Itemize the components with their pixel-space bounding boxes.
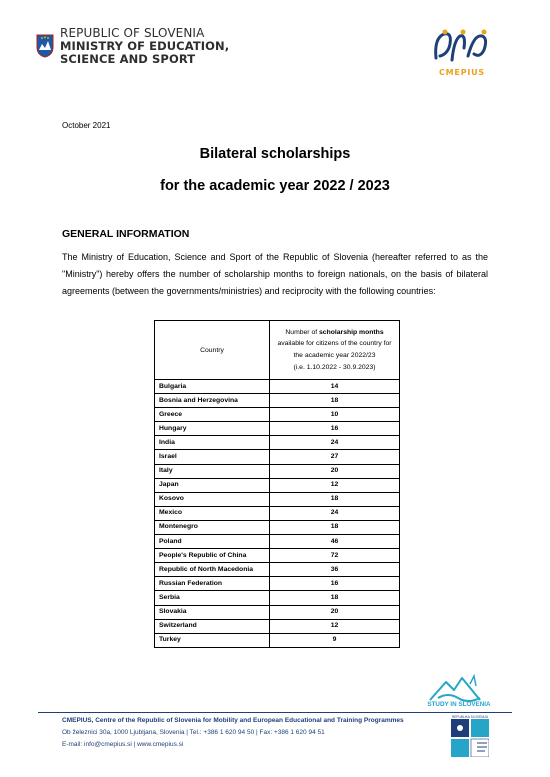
country-cell: Slovakia: [155, 605, 270, 619]
country-cell: Bosnia and Herzegovina: [155, 394, 270, 408]
eu-funding-logo-icon: [451, 719, 489, 757]
months-cell: 14: [270, 380, 400, 394]
cmepius-logo-text: CMEPIUS: [439, 68, 485, 77]
ministry-line-1: REPUBLIC OF SLOVENIA: [60, 26, 205, 40]
country-column-header: Country: [155, 321, 270, 380]
footer-address: Ob železnici 30a, 1000 Ljubljana, Slovenia | Tel.: +386 1 620 94 50 | Fax: +386 1 620 94 51: [62, 729, 325, 736]
months-header-emphasis: scholarship months: [319, 328, 384, 336]
months-cell: 18: [270, 591, 400, 605]
footer-divider: [38, 712, 512, 713]
months-header-text: available for citizens of the country for the academic year 2022/23: [277, 340, 392, 359]
table-row: [155, 563, 400, 577]
table-body: [155, 380, 400, 648]
table-row: [155, 408, 400, 422]
country-cell: Republic of North Macedonia: [155, 563, 270, 577]
document-date: October 2021: [62, 121, 111, 130]
table-header-row: [155, 321, 400, 380]
document-subtitle: for the academic year 2022 / 2023: [160, 178, 390, 194]
country-cell: Italy: [155, 464, 270, 478]
country-cell: Kosovo: [155, 492, 270, 506]
months-cell: 24: [270, 506, 400, 520]
table-row: [155, 619, 400, 633]
country-cell: Mexico: [155, 506, 270, 520]
table-row: [155, 478, 400, 492]
months-cell: 16: [270, 422, 400, 436]
section-heading: GENERAL INFORMATION: [62, 228, 190, 240]
country-cell: Russian Federation: [155, 577, 270, 591]
table-row: [155, 520, 400, 534]
table-row: [155, 591, 400, 605]
months-cell: 27: [270, 450, 400, 464]
months-cell: 20: [270, 605, 400, 619]
footer-contact: E-mail: info@cmepius.si | www.cmepius.si: [62, 741, 184, 748]
months-cell: 9: [270, 633, 400, 647]
months-header-dates: (i.e. 1.10.2022 - 30.9.2023): [293, 363, 376, 371]
table-row: [155, 577, 400, 591]
country-cell: Israel: [155, 450, 270, 464]
months-cell: 10: [270, 408, 400, 422]
table-row: [155, 506, 400, 520]
months-header-prefix: Number of: [285, 328, 320, 336]
country-cell: Turkey: [155, 633, 270, 647]
months-cell: 72: [270, 549, 400, 563]
table-row: [155, 633, 400, 647]
months-cell: 18: [270, 394, 400, 408]
country-cell: Bulgaria: [155, 380, 270, 394]
table-row: [155, 605, 400, 619]
ministry-name: [60, 27, 260, 66]
table-row: [155, 436, 400, 450]
country-cell: Switzerland: [155, 619, 270, 633]
study-in-slovenia-logo-text: STUDY IN SLOVENIA: [427, 701, 491, 708]
months-cell: 12: [270, 478, 400, 492]
country-cell: India: [155, 436, 270, 450]
scholarship-table: [154, 320, 400, 648]
months-cell: 16: [270, 577, 400, 591]
intro-paragraph: The Ministry of Education, Science and Sport of the Republic of Slovenia (hereafter referred to as the "Ministry") hereby offers the number of scholarship months to foreign nationals, on the basis of bilateral agreements (between the governments/ministries) and reciprocity with the following countries:: [62, 252, 488, 297]
table-row: [155, 549, 400, 563]
months-cell: 18: [270, 492, 400, 506]
country-cell: Hungary: [155, 422, 270, 436]
document-title: Bilateral scholarships: [199, 146, 351, 162]
table-row: [155, 535, 400, 549]
months-cell: 24: [270, 436, 400, 450]
months-column-header: [270, 321, 400, 380]
country-cell: People's Republic of China: [155, 549, 270, 563]
country-cell: Japan: [155, 478, 270, 492]
months-cell: 20: [270, 464, 400, 478]
cmepius-logo-icon: [430, 26, 494, 66]
republic-label: REPUBLIKA SLOVENIJA: [452, 715, 489, 719]
months-cell: 12: [270, 619, 400, 633]
table-row: [155, 450, 400, 464]
table-row: [155, 422, 400, 436]
country-cell: Greece: [155, 408, 270, 422]
footer-organisation: CMEPIUS, Centre of the Republic of Slovenia for Mobility and European Educational and Training Programmes: [62, 717, 404, 724]
months-cell: 36: [270, 563, 400, 577]
country-cell: Poland: [155, 535, 270, 549]
table-row: [155, 464, 400, 478]
country-cell: Serbia: [155, 591, 270, 605]
table-row: [155, 394, 400, 408]
country-cell: Montenegro: [155, 520, 270, 534]
table-row: [155, 492, 400, 506]
ministry-line-3: SCIENCE AND SPORT: [60, 52, 196, 66]
slovenia-coat-of-arms-icon: [36, 34, 54, 58]
months-cell: 46: [270, 535, 400, 549]
table-row: [155, 380, 400, 394]
ministry-line-2: MINISTRY OF EDUCATION,: [60, 39, 230, 53]
months-cell: 18: [270, 520, 400, 534]
